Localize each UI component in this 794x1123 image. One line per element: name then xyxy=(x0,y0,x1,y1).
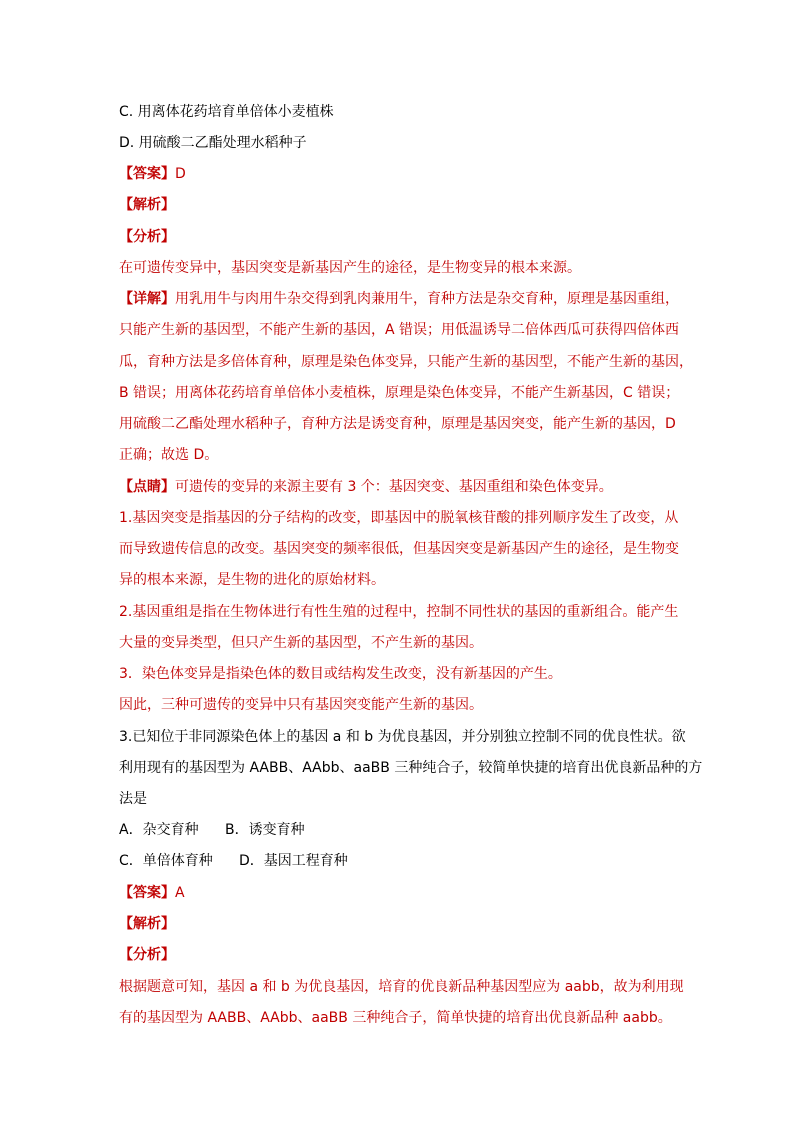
q2-point-line: 2.基因重组是指在生物体进行有性生殖的过程中，控制不同性状的基因的重新组合。能产生 xyxy=(119,604,679,620)
q2-point-line: 而导致遗传信息的改变。基因突变的频率很低，但基因突变是新基因产生的途径，是生物变 xyxy=(119,541,679,557)
dianjing-text: 可遗传的变异的来源主要有 3 个：基因突变、基因重组和染色体变异。 xyxy=(175,479,613,495)
answer-tag: 【答案】 xyxy=(119,885,175,901)
q3-option-a: A．杂交育种 xyxy=(119,822,199,838)
xiangjie-text: 用乳用牛与肉用牛杂交得到乳肉兼用牛，育种方法是杂交育种，原理是基因重组， xyxy=(175,291,679,307)
q3-stem-line: 利用现有的基因型为 AABB、AAbb、aaBB 三种纯合子，较简单快捷的培育出优良新品种的方 xyxy=(119,760,703,776)
q3-answer xyxy=(119,883,679,903)
q2-fenxi-tag: 【分析】 xyxy=(119,229,175,245)
q3-stem-line: 3.已知位于非同源染色体上的基因 a 和 b 为优良基因，并分别独立控制不同的优良性状。欲 xyxy=(119,729,686,745)
q2-xiangjie-line: 只能产生新的基因型，不能产生新的基因，A 错误；用低温诱导二倍体西瓜可获得四倍体西 xyxy=(119,322,680,338)
q2-jiexi-tag: 【解析】 xyxy=(119,197,175,213)
q2-option-d: D. 用硫酸二乙酯处理水稻种子 xyxy=(119,135,307,151)
q2-fenxi-text: 在可遗传变异中，基因突变是新基因产生的途径，是生物变异的根本来源。 xyxy=(119,260,581,276)
q3-jiexi-tag: 【解析】 xyxy=(119,916,175,932)
q2-xiangjie-line: 瓜，育种方法是多倍体育种，原理是染色体变异，只能产生新的基因型，不能产生新的基因， xyxy=(119,354,693,370)
q2-option-c: C. 用离体花药培育单倍体小麦植株 xyxy=(119,104,334,120)
q3-fenxi-line: 根据题意可知，基因 a 和 b 为优良基因，培育的优良新品种基因型应为 aabb，故为利用现 xyxy=(119,979,684,995)
q3-options-row-1 xyxy=(119,820,679,840)
q3-stem-line: 法是 xyxy=(119,791,147,807)
q2-point-line: 异的根本来源，是生物的进化的原始材料。 xyxy=(119,572,385,588)
answer-value: D xyxy=(175,166,186,182)
q3-options-row-2 xyxy=(119,851,679,871)
q2-answer xyxy=(119,164,679,184)
q2-xiangjie-line xyxy=(119,289,679,309)
q2-point-line: 1.基因突变是指基因的分子结构的改变，即基因中的脱氧核苷酸的排列顺序发生了改变，从 xyxy=(119,510,679,526)
answer-tag: 【答案】 xyxy=(119,166,175,182)
q2-xiangjie-line: B 错误；用离体花药培育单倍体小麦植株，原理是染色体变异，不能产生新基因，C 错误； xyxy=(119,385,680,401)
q3-fenxi-tag: 【分析】 xyxy=(119,947,175,963)
q2-xiangjie-line: 用硫酸二乙酯处理水稻种子，育种方法是诱变育种，原理是基因突变，能产生新的基因，D xyxy=(119,416,676,432)
q2-point-line: 大量的变异类型，但只产生新的基因型，不产生新的基因。 xyxy=(119,635,483,651)
q2-point-line: 因此，三种可遗传的变异中只有基因突变能产生新的基因。 xyxy=(119,697,483,713)
answer-value: A xyxy=(175,885,185,901)
q2-xiangjie-line: 正确；故选 D。 xyxy=(119,447,219,463)
dianjing-tag: 【点睛】 xyxy=(119,479,175,495)
q3-option-d: D．基因工程育种 xyxy=(239,853,348,869)
q3-option-b: B．诱变育种 xyxy=(225,822,305,838)
xiangjie-tag: 【详解】 xyxy=(119,291,175,307)
q3-option-c: C．单倍体育种 xyxy=(119,853,213,869)
q2-point-line: 3．染色体变异是指染色体的数目或结构发生改变，没有新基因的产生。 xyxy=(119,666,562,682)
q3-fenxi-line: 有的基因型为 AABB、AAbb、aaBB 三种纯合子，简单快捷的培育出优良新品种 aabb。 xyxy=(119,1010,672,1026)
q2-dianjing-line xyxy=(119,477,679,497)
